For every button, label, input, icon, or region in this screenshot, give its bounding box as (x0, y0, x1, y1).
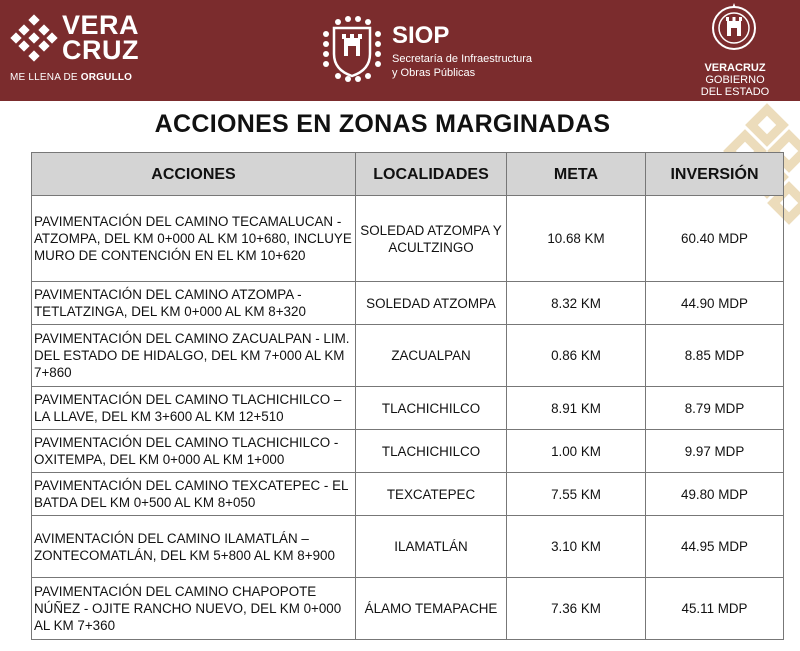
table-row (32, 325, 784, 387)
cell-accion: PAVIMENTACIÓN DEL CAMINO CHAPOPOTE NÚÑEZ - OJITE RANCHO NUEVO, DEL KM 0+000 AL KM 7+360 (32, 578, 356, 640)
siop-shield-icon (320, 14, 384, 82)
table-row (32, 196, 784, 282)
cell-localidad: SOLEDAD ATZOMPA (356, 282, 507, 325)
cell-localidad: SOLEDAD ATZOMPA Y ACULTZINGO (356, 196, 507, 282)
brand-line2: CRUZ (62, 35, 139, 65)
header-inversion: INVERSIÓN (646, 153, 784, 196)
table-row (32, 282, 784, 325)
cell-localidad: ÁLAMO TEMAPACHE (356, 578, 507, 640)
cell-inversion: 45.11 MDP (646, 578, 784, 640)
header-acciones: ACCIONES (32, 153, 356, 196)
cell-localidad: TLACHICHILCO (356, 430, 507, 473)
brand-line1: VERA (62, 10, 140, 40)
header-band (0, 0, 800, 101)
gobierno-line3: DEL ESTADO (700, 86, 770, 98)
table-row (32, 516, 784, 578)
brand-tagline (10, 72, 132, 83)
siop-subtitle-1: Secretaría de Infraestructura (392, 53, 533, 65)
tagline-bold: ORGULLO (80, 72, 133, 83)
cell-accion: PAVIMENTACIÓN DEL CAMINO ATZOMPA - TETLATZINGA, DEL KM 0+000 AL KM 8+320 (32, 282, 356, 325)
cell-meta: 7.36 KM (507, 578, 646, 640)
veracruz-logo (10, 10, 150, 90)
cell-accion: AVIMENTACIÓN DEL CAMINO ILAMATLÁN – ZONTECOMATLÁN, DEL KM 5+800 AL KM 8+900 (32, 516, 356, 578)
cell-meta: 3.10 KM (507, 516, 646, 578)
gobierno-logo (680, 2, 790, 98)
cell-accion: PAVIMENTACIÓN DEL CAMINO TLACHICHILCO - OXITEMPA, DEL KM 0+000 AL KM 1+000 (32, 430, 356, 473)
cell-meta: 8.91 KM (507, 387, 646, 430)
state-crest-icon (710, 2, 758, 54)
cell-meta: 0.86 KM (507, 325, 646, 387)
cell-inversion: 8.79 MDP (646, 387, 784, 430)
cell-inversion: 49.80 MDP (646, 473, 784, 516)
cell-meta: 8.32 KM (507, 282, 646, 325)
table-row (32, 473, 784, 516)
table-header-row (32, 153, 784, 196)
cell-meta: 10.68 KM (507, 196, 646, 282)
siop-subtitle-2: y Obras Públicas (392, 67, 476, 79)
cell-accion: PAVIMENTACIÓN DEL CAMINO TLACHICHILCO – LA LLAVE, DEL KM 3+600 AL KM 12+510 (32, 387, 356, 430)
cell-localidad: TLACHICHILCO (356, 387, 507, 430)
cell-localidad: TEXCATEPEC (356, 473, 507, 516)
table-row (32, 430, 784, 473)
table-row (32, 578, 784, 640)
gobierno-line1: VERACRUZ (704, 62, 766, 74)
veracruz-knot-icon (10, 14, 58, 62)
cell-inversion: 8.85 MDP (646, 325, 784, 387)
cell-localidad: ZACUALPAN (356, 325, 507, 387)
cell-inversion: 9.97 MDP (646, 430, 784, 473)
cell-accion: PAVIMENTACIÓN DEL CAMINO ZACUALPAN - LIM. DEL ESTADO DE HIDALGO, DEL KM 7+000 AL KM 7+860 (32, 325, 356, 387)
cell-inversion: 44.90 MDP (646, 282, 784, 325)
cell-meta: 1.00 KM (507, 430, 646, 473)
page-title: ACCIONES EN ZONAS MARGINADAS (154, 110, 611, 138)
cell-localidad: ILAMATLÁN (356, 516, 507, 578)
header-localidades: LOCALIDADES (356, 153, 507, 196)
tagline-text: ME LLENA DE (10, 72, 81, 83)
gobierno-line2: GOBIERNO (705, 74, 765, 86)
table-row (32, 387, 784, 430)
cell-inversion: 60.40 MDP (646, 196, 784, 282)
actions-table (31, 152, 784, 640)
cell-meta: 7.55 KM (507, 473, 646, 516)
cell-accion: PAVIMENTACIÓN DEL CAMINO TEXCATEPEC - EL BATDA DEL KM 0+500 AL KM 8+050 (32, 473, 356, 516)
siop-name: SIOP (392, 22, 450, 49)
cell-accion: PAVIMENTACIÓN DEL CAMINO TECAMALUCAN - ATZOMPA, DEL KM 0+000 AL KM 10+680, INCLUYE MURO DE CONTENCIÓN EN EL KM 10+620 (32, 196, 356, 282)
siop-logo (320, 14, 570, 86)
cell-inversion: 44.95 MDP (646, 516, 784, 578)
header-meta: META (507, 153, 646, 196)
